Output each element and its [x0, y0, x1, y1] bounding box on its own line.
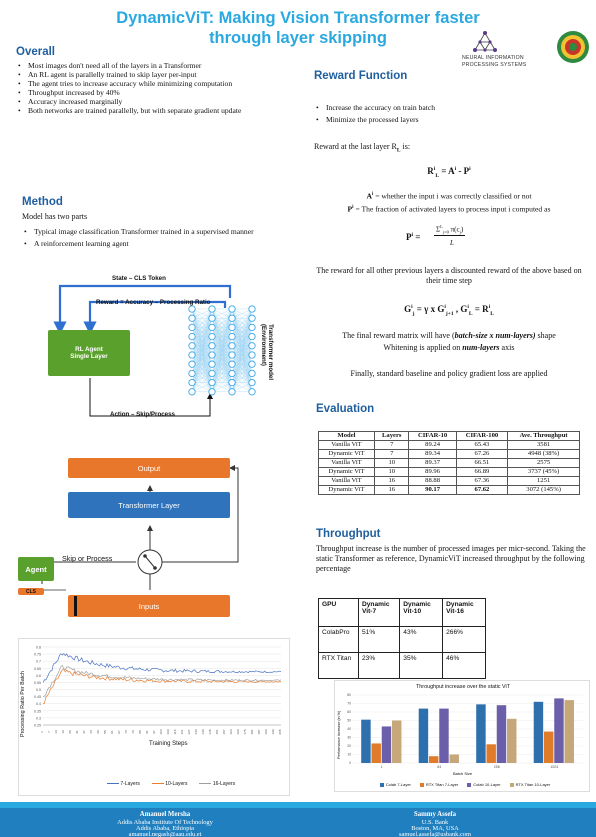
- ratio-legend: [107, 781, 235, 787]
- reward-equation-3: $G^i_j = \gamma$ x $G^i_{j+1}$ , $G^i_L = R^i_L$: [404, 304, 494, 317]
- bar: [544, 732, 553, 763]
- rl-agent-line2: Single Layer: [70, 353, 108, 360]
- legend-item: 10-Layers: [152, 781, 188, 787]
- table-cell: Dynamic ViT: [319, 468, 375, 477]
- table-cell: 16: [375, 477, 409, 486]
- bar-chart-ylabel: Performance Increase (in %): [337, 710, 341, 760]
- legend-swatch: [420, 783, 424, 787]
- nn-node: [189, 315, 195, 321]
- x-tick-label: 79: [131, 730, 135, 734]
- x-tick-label: 64: [437, 765, 442, 769]
- y-tick-label: 0.4: [36, 702, 41, 707]
- legend-item: [510, 782, 551, 787]
- table-cell: RTX Titan: [319, 653, 359, 679]
- reward-equation-2: $P^i$ = $\Sigma^L_{j=0}$ $\pi(c_j)$ L: [406, 224, 464, 247]
- table-cell: 89.37: [409, 459, 456, 468]
- nn-node: [249, 333, 255, 339]
- table-cell: 23%: [359, 653, 400, 679]
- legend-item: [420, 782, 458, 787]
- table-cell: 65.43: [456, 441, 508, 450]
- nn-node: [209, 324, 215, 330]
- bar: [371, 743, 380, 763]
- author-name: Amanuel Mersha: [139, 811, 191, 818]
- nn-node: [209, 306, 215, 312]
- neurips-text-1: NEURAL INFORMATION: [462, 55, 524, 61]
- x-tick-label: 13: [54, 730, 58, 734]
- evaluation-heading: Evaluation: [316, 403, 375, 415]
- y-tick-label: 0.75: [34, 652, 41, 657]
- bar: [497, 705, 506, 763]
- bar: [439, 709, 448, 763]
- y-tick-label: 30: [347, 735, 351, 740]
- legend-item: [467, 782, 500, 787]
- nn-node: [229, 361, 235, 367]
- bar: [361, 720, 370, 763]
- bar: [534, 702, 543, 763]
- legend-label: RTX Titan 10-Layer: [515, 782, 551, 787]
- x-tick-label: 25: [68, 730, 72, 734]
- table-row: [319, 627, 486, 653]
- y-tick-label: 0.7: [36, 659, 41, 664]
- table-row: [319, 450, 580, 459]
- x-tick-label: 1: [380, 765, 383, 769]
- table-header-row: [319, 432, 580, 441]
- x-tick-label: 163: [229, 729, 233, 735]
- bar: [419, 709, 428, 763]
- nn-node: [229, 370, 235, 376]
- reward-baseline-text: Finally, standard baseline and policy gradient loss are applied: [350, 369, 548, 378]
- bar-chart-legend: [345, 782, 585, 787]
- x-tick-label: 103: [159, 729, 163, 735]
- nn-node: [229, 324, 235, 330]
- throughput-bar-chart: [334, 680, 590, 792]
- x-tick-label: 175: [243, 729, 247, 735]
- legend-label: Colab 7-Layer: [385, 782, 411, 787]
- x-tick-label: 145: [208, 729, 212, 735]
- nn-node: [229, 306, 235, 312]
- author-org: Addis Ababa Institute Of Technology: [117, 819, 213, 826]
- x-tick-label: 55: [103, 730, 107, 734]
- table-cell: Vanilla ViT: [319, 459, 375, 468]
- list-item: • Increase the accuracy on train batch: [314, 103, 584, 112]
- x-tick-label: 19: [61, 730, 65, 734]
- table-cell: ColabPro: [319, 627, 359, 653]
- y-tick-label: 0: [349, 761, 351, 766]
- table-cell: 88.88: [409, 477, 456, 486]
- author-org: U.S. Bank: [421, 819, 449, 826]
- author-left: [90, 811, 240, 819]
- x-tick-label: 157: [222, 729, 226, 735]
- column-header: CIFAR-100: [456, 432, 508, 441]
- table-cell: 7: [375, 441, 409, 450]
- bar: [507, 719, 516, 763]
- author-name: Sammy Assefa: [413, 811, 457, 818]
- list-item: • Accuracy increased marginally: [16, 97, 286, 106]
- table-cell: 2575: [508, 459, 580, 468]
- ratio-series-2: [43, 670, 281, 705]
- y-tick-label: 60: [347, 710, 351, 715]
- nn-node: [229, 333, 235, 339]
- nn-node: [249, 379, 255, 385]
- y-tick-label: 0.5: [36, 688, 41, 693]
- throughput-text: Throughput increase is the number of processed images per micr-second. Taking the static Transformer as reference, DynamicViT increased throughput by the following percentage: [316, 544, 586, 573]
- x-tick-label: 127: [187, 729, 191, 735]
- ratio-xlabel: Training Steps: [149, 741, 188, 747]
- bar-chart-title: Throughput increase over the static ViT: [416, 684, 510, 690]
- x-tick-label: 1: [40, 731, 44, 733]
- table-cell: 10: [375, 459, 409, 468]
- table-cell: Dynamic ViT: [319, 450, 375, 459]
- action-label: Action – Skip/Process: [110, 411, 175, 418]
- reward-whitening-text: Whitening is applied on num-layers axis: [383, 343, 515, 352]
- rl-agent-box: [48, 330, 130, 376]
- x-tick-label: 187: [257, 729, 261, 735]
- table-cell: 3072 (145%): [508, 486, 580, 495]
- reward-last-layer-text: Reward at the last layer $R_L$ is:: [314, 142, 411, 154]
- column-header: Dynamic Vit-7: [359, 599, 400, 627]
- column-header: GPU: [319, 599, 359, 627]
- x-tick-label: 73: [124, 730, 128, 734]
- nn-node: [229, 389, 235, 395]
- bar: [554, 698, 563, 763]
- x-tick-label: 256: [493, 765, 500, 769]
- nn-node: [189, 306, 195, 312]
- reward-heading: Reward Function: [314, 70, 408, 82]
- table-cell: Dynamic ViT: [319, 486, 375, 495]
- neural-network-icon: [182, 304, 262, 399]
- column-header: CIFAR-10: [409, 432, 456, 441]
- nn-node: [249, 324, 255, 330]
- list-item: • Most images don't need all of the layers in a Transformer: [16, 61, 286, 70]
- y-tick-label: 80: [347, 693, 351, 698]
- table-cell: 1251: [508, 477, 580, 486]
- x-tick-label: 67: [117, 730, 121, 734]
- bar: [392, 721, 401, 764]
- nn-node: [249, 343, 255, 349]
- table-row: [319, 459, 580, 468]
- poster-title: DynamicViT: Making Vision Transformer faster through layer skipping: [116, 9, 480, 47]
- y-tick-label: 0.45: [34, 695, 41, 700]
- bar-chart-xlabel: Batch Size: [453, 771, 473, 776]
- x-tick-label: 31: [75, 730, 79, 734]
- nn-node: [209, 370, 215, 376]
- table-cell: 3737 (45%): [508, 468, 580, 477]
- nn-node: [249, 370, 255, 376]
- agent-box: Agent: [18, 557, 54, 581]
- transformer-layer-box: Transformer Layer: [68, 492, 230, 518]
- x-tick-label: 181: [250, 729, 254, 735]
- nn-node: [189, 361, 195, 367]
- column-header: Layers: [375, 432, 409, 441]
- list-item: • Minimize the processed layers: [314, 115, 584, 124]
- university-seal-icon: [556, 30, 590, 64]
- table-cell: 46%: [443, 653, 486, 679]
- legend-swatch: [380, 783, 384, 787]
- rl-agent-line1: RL Agent: [75, 346, 103, 353]
- reward-final-text: The final reward matrix will have (batch-size x num-layers) shape: [342, 331, 556, 340]
- rl-loop-diagram: [40, 268, 280, 428]
- table-cell: 7: [375, 450, 409, 459]
- nn-node: [189, 379, 195, 385]
- nn-node: [209, 389, 215, 395]
- nn-node: [249, 389, 255, 395]
- y-tick-label: 0.35: [34, 709, 41, 714]
- inputs-box: Inputs: [68, 595, 230, 617]
- x-tick-label: 7: [47, 731, 51, 733]
- x-tick-label: 151: [215, 729, 219, 735]
- author-city: Addis Ababa, Ethiopia: [135, 825, 195, 832]
- neurips-text-2: PROCESSING SYSTEMS: [462, 62, 527, 68]
- column-header: Model: [319, 432, 375, 441]
- legend-item: 16-Layers: [199, 781, 235, 787]
- y-tick-label: 0.3: [36, 716, 41, 721]
- table-row: [319, 486, 580, 495]
- table-cell: 90.17: [409, 486, 456, 495]
- y-tick-label: 0.8: [36, 645, 41, 650]
- reward-definition-a: $A^i$ = whether the input i was correctly classified or not: [366, 191, 532, 201]
- nn-node: [209, 352, 215, 358]
- x-tick-label: 37: [82, 730, 86, 734]
- table-cell: 43%: [400, 627, 443, 653]
- nn-node: [209, 315, 215, 321]
- bar: [486, 744, 495, 763]
- table-cell: 4948 (38%): [508, 450, 580, 459]
- table-cell: 67.36: [456, 477, 508, 486]
- nn-node: [229, 352, 235, 358]
- bar: [450, 755, 459, 764]
- table-cell: 266%: [443, 627, 486, 653]
- table-row: [319, 441, 580, 450]
- nn-node: [189, 343, 195, 349]
- x-tick-label: 109: [166, 729, 170, 735]
- nn-node: [249, 361, 255, 367]
- table-cell: 3581: [508, 441, 580, 450]
- table-header-row: [319, 599, 486, 627]
- architecture-diagram: [12, 450, 252, 625]
- table-cell: 51%: [359, 627, 400, 653]
- legend-item: 7-Layers: [107, 781, 140, 787]
- x-tick-label: 139: [201, 729, 205, 735]
- throughput-table: [318, 598, 486, 679]
- bar: [476, 704, 485, 763]
- method-bullets: [22, 227, 282, 248]
- reward-label: Reward = Accuracy – Processing Ratio: [96, 299, 211, 306]
- overall-bullets: [16, 61, 286, 115]
- author-left-contact: [90, 826, 240, 837]
- table-cell: 66.89: [456, 468, 508, 477]
- state-label: State – CLS Token: [112, 275, 166, 282]
- nn-node: [209, 343, 215, 349]
- legend-item: [380, 782, 411, 787]
- table-cell: 89.34: [409, 450, 456, 459]
- column-header: Dynamic Vit-16: [443, 599, 486, 627]
- method-intro: Model has two parts: [22, 212, 88, 221]
- y-tick-label: 40: [347, 727, 351, 732]
- bar: [382, 726, 391, 763]
- bar: [429, 756, 438, 763]
- nn-node: [189, 324, 195, 330]
- table-row: [319, 477, 580, 486]
- y-tick-label: 10: [347, 752, 351, 757]
- nn-node: [189, 333, 195, 339]
- ratio-ylabel: Processing Ratio Per Batch: [20, 671, 26, 737]
- list-item: • Both networks are trained parallelly, but with separate gradient update: [16, 106, 286, 115]
- table-cell: 67.62: [456, 486, 508, 495]
- legend-swatch: [510, 783, 514, 787]
- nn-node: [209, 361, 215, 367]
- x-tick-label: 97: [152, 730, 156, 734]
- legend-swatch: [467, 783, 471, 787]
- table-cell: 89.96: [409, 468, 456, 477]
- neurips-logo: [462, 30, 554, 76]
- ratio-chart-svg: [19, 639, 291, 797]
- processing-ratio-chart: [18, 638, 290, 796]
- x-tick-label: 199: [271, 729, 275, 735]
- y-tick-label: 0.55: [34, 680, 41, 685]
- nn-node: [229, 315, 235, 321]
- nn-node: [209, 333, 215, 339]
- x-tick-label: 61: [110, 730, 114, 734]
- x-tick-label: 205: [278, 729, 282, 735]
- x-tick-label: 133: [194, 729, 198, 735]
- x-tick-label: 169: [236, 729, 240, 735]
- list-item: • Typical image classification Transformer trained in a supervised manner: [22, 227, 282, 236]
- skip-or-process-label: Skip or Process: [62, 554, 113, 563]
- output-box: Output: [68, 458, 230, 478]
- cls-token-bar: [74, 596, 77, 616]
- table-cell: 16: [375, 486, 409, 495]
- nn-node: [229, 343, 235, 349]
- y-tick-label: 70: [347, 701, 351, 706]
- author-right-contact: [370, 826, 500, 837]
- legend-label: RTX Titan 7-Layer: [425, 782, 459, 787]
- table-cell: Vanilla ViT: [319, 477, 375, 486]
- table-cell: Vanilla ViT: [319, 441, 375, 450]
- table-cell: 10: [375, 468, 409, 477]
- table-row: [319, 653, 486, 679]
- column-header: Dynamic Vit-10: [400, 599, 443, 627]
- nn-node: [249, 315, 255, 321]
- nn-node: [189, 352, 195, 358]
- throughput-heading: Throughput: [316, 528, 381, 540]
- nn-node: [209, 379, 215, 385]
- evaluation-table: [318, 431, 580, 495]
- y-tick-label: 50: [347, 718, 351, 723]
- table-cell: 67.26: [456, 450, 508, 459]
- method-heading: Method: [22, 196, 63, 208]
- neurips-mark-icon: [470, 30, 500, 54]
- x-tick-label: 121: [180, 729, 184, 735]
- nn-node: [249, 352, 255, 358]
- y-tick-label: 0.6: [36, 673, 41, 678]
- overall-heading: Overall: [16, 46, 55, 58]
- list-item: • A reinforcement learning agent: [22, 239, 282, 248]
- table-cell: 35%: [400, 653, 443, 679]
- x-tick-label: 1024: [550, 765, 559, 769]
- table-cell: 89.24: [409, 441, 456, 450]
- legend-label: Colab 10-Layer: [473, 782, 501, 787]
- x-tick-label: 115: [173, 729, 177, 735]
- nn-node: [229, 379, 235, 385]
- environment-label: Transformer model (Environment): [260, 324, 274, 381]
- author-email[interactable]: samuel.assefa@usbank.com: [399, 830, 471, 837]
- y-tick-label: 20: [347, 744, 351, 749]
- nn-node: [189, 370, 195, 376]
- y-tick-label: 0.25: [34, 723, 41, 728]
- author-city: Boston, MA, USA: [411, 825, 459, 832]
- x-tick-label: 49: [96, 730, 100, 734]
- y-tick-label: 0.65: [34, 666, 41, 671]
- x-tick-label: 43: [89, 730, 93, 734]
- author-email[interactable]: amanuel.negash@aau.edu.et: [128, 830, 202, 837]
- x-tick-label: 91: [145, 730, 149, 734]
- x-tick-label: 193: [264, 729, 268, 735]
- reward-equation-1: $R^i_L = A^i - P^i$: [427, 166, 471, 179]
- bar: [565, 700, 574, 763]
- table-row: [319, 468, 580, 477]
- table-cell: 66.51: [456, 459, 508, 468]
- reward-bullets: [314, 103, 584, 124]
- x-tick-label: 85: [138, 730, 142, 734]
- cls-token-box: CLS: [18, 588, 44, 595]
- list-item: • An RL agent is parallelly trained to skip layer per-input: [16, 70, 286, 79]
- nn-node: [189, 389, 195, 395]
- bar-chart-svg: [335, 681, 591, 793]
- reward-definition-p: $P^i$ = The fraction of activated layers to process input i computed as: [347, 204, 551, 214]
- nn-node: [249, 306, 255, 312]
- list-item: • The agent tries to increase accuracy while minimizing computation: [16, 79, 286, 88]
- author-right: [370, 811, 500, 819]
- column-header: Ave. Throughput: [508, 432, 580, 441]
- reward-discount-text: The reward for all other previous layers a discounted reward of the above based on their time step: [316, 266, 582, 285]
- list-item: • Throughput increased by 40%: [16, 88, 286, 97]
